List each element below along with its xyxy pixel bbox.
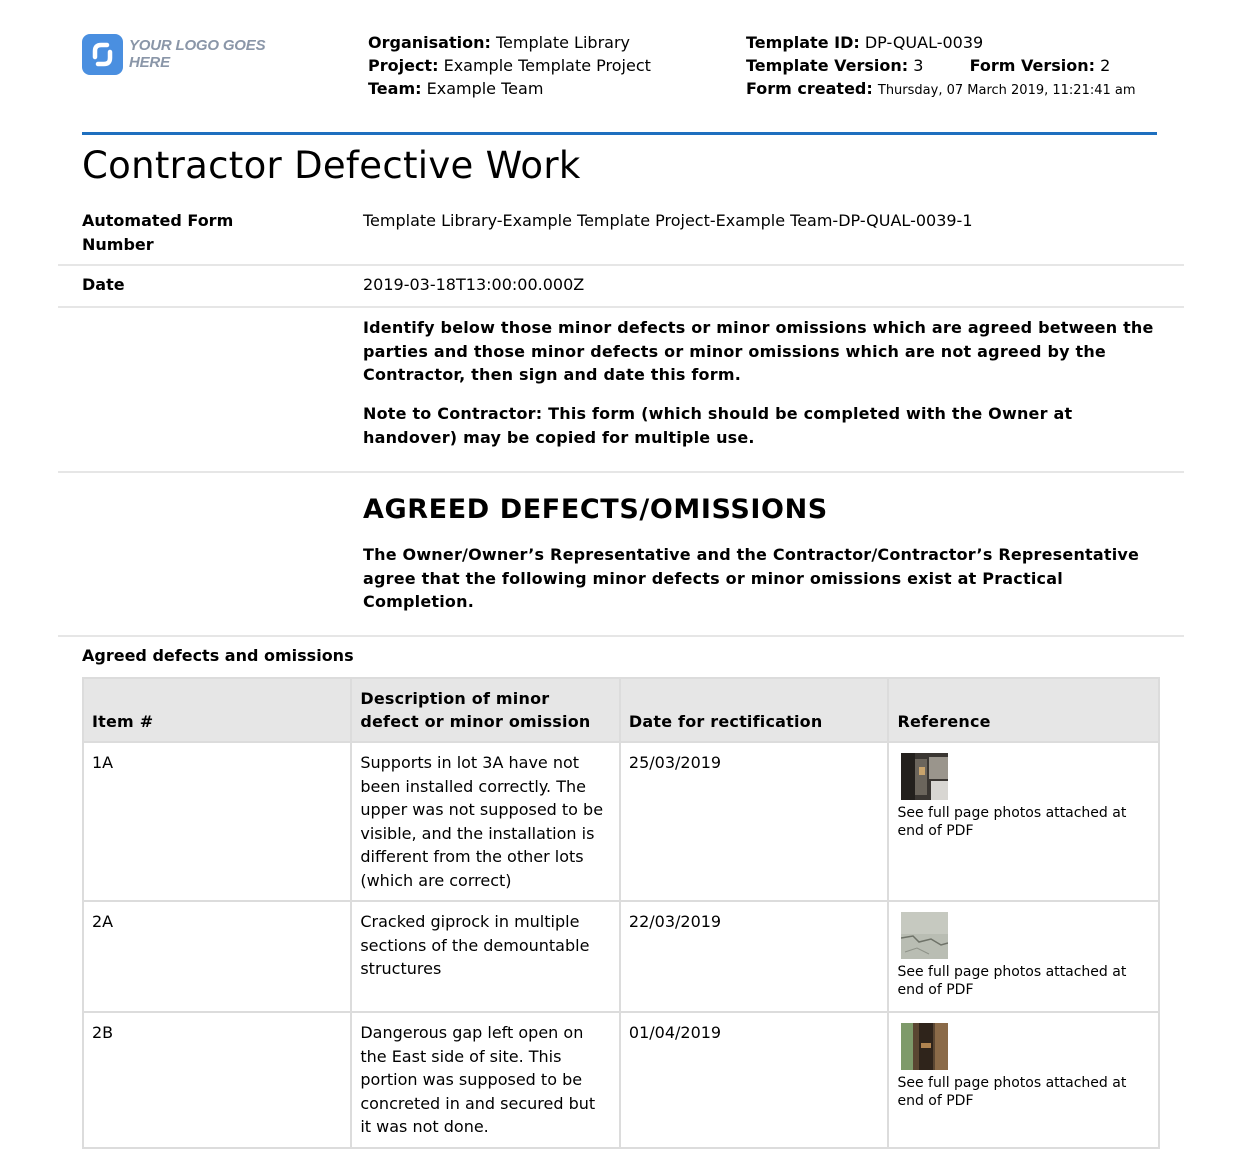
project-line — [368, 54, 728, 77]
section-heading: AGREED DEFECTS/OMISSIONS — [363, 494, 828, 525]
page-title: Contractor Defective Work — [82, 144, 581, 187]
defect-photo-thumbnail[interactable] — [901, 912, 948, 959]
header-organisation-block — [368, 31, 728, 100]
rectification-date-cell: 22/03/2019 — [620, 901, 889, 1012]
project-value: Example Template Project — [443, 56, 651, 75]
rectification-date-cell: 25/03/2019 — [620, 742, 889, 901]
organisation-line — [368, 31, 728, 54]
form-created-line — [746, 77, 1166, 102]
column-header-date: Date for rectification — [620, 678, 889, 742]
organisation-value: Template Library — [495, 33, 630, 52]
table-caption: Agreed defects and omissions — [82, 646, 354, 665]
reference-cell — [888, 1012, 1159, 1148]
reference-note: See full page photos attached at end of PDF — [897, 805, 1127, 839]
item-number-cell: 1A — [83, 742, 351, 901]
logo-text: YOUR LOGO GOES HERE — [129, 37, 266, 71]
team-label: Team: — [368, 79, 422, 98]
version-line — [746, 54, 1166, 77]
instruction-paragraph: Identify below those minor defects or minor omissions which are agreed between the parties and those minor defects or minor omissions which are not agreed by the Contractor, then sign and date this form. — [363, 318, 1154, 384]
organisation-label: Organisation: — [368, 33, 491, 52]
template-version-label: Template Version: — [746, 56, 909, 75]
form-created-value: Thursday, 07 March 2019, 11:21:41 am — [877, 83, 1136, 98]
reference-cell — [888, 901, 1159, 1012]
row-divider — [58, 471, 1184, 473]
column-header-reference: Reference — [888, 678, 1159, 742]
automated-form-number-value: Template Library-Example Template Project-Example Team-DP-QUAL-0039-1 — [363, 211, 973, 230]
item-number-cell: 2A — [83, 901, 351, 1012]
table-row — [83, 901, 1159, 1012]
form-version-label: Form Version: — [969, 56, 1096, 75]
header-divider — [82, 132, 1157, 135]
form-version-value: 2 — [1100, 56, 1111, 75]
column-header-item: Item # — [83, 678, 351, 742]
template-version-value: 3 — [913, 56, 924, 75]
form-created-label: Form created: — [746, 79, 873, 98]
team-value: Example Team — [426, 79, 544, 98]
defect-photo-thumbnail[interactable] — [901, 753, 948, 800]
project-label: Project: — [368, 56, 439, 75]
company-logo — [82, 33, 307, 75]
table-row — [83, 742, 1159, 901]
team-line — [368, 77, 728, 100]
reference-cell — [888, 742, 1159, 901]
reference-note: See full page photos attached at end of PDF — [897, 964, 1127, 998]
contractor-note: Note to Contractor: This form (which should be completed with the Owner at handover) may be copied for multiple use. — [363, 404, 1073, 447]
template-id-value: DP-QUAL-0039 — [864, 33, 984, 52]
rectification-date-cell: 01/04/2019 — [620, 1012, 889, 1148]
automated-form-number-label: Automated Form Number — [82, 211, 234, 254]
logo-link-icon — [82, 34, 123, 75]
row-divider — [58, 635, 1184, 637]
row-divider — [58, 306, 1184, 308]
description-cell: Supports in lot 3A have not been installed correctly. The upper was not supposed to be visible, and the installation is different from the other lots (which are correct) — [351, 742, 620, 901]
column-header-description: Description of minor defect or minor omission — [351, 678, 620, 742]
agreement-statement: The Owner/Owner’s Representative and the Contractor/Contractor’s Representative agree that the following minor defects or minor omissions exist at Practical Completion. — [363, 545, 1140, 611]
header-template-block — [746, 31, 1166, 102]
description-cell: Cracked giprock in multiple sections of the demountable structures — [351, 901, 620, 1012]
defect-photo-thumbnail[interactable] — [901, 1023, 948, 1070]
date-label: Date — [82, 275, 125, 294]
date-value: 2019-03-18T13:00:00.000Z — [363, 275, 585, 294]
defects-table — [82, 677, 1160, 1149]
description-cell: Dangerous gap left open on the East side of site. This portion was supposed to be concreted in and secured but it was not done. — [351, 1012, 620, 1148]
item-number-cell: 2B — [83, 1012, 351, 1148]
template-id-line — [746, 31, 1166, 54]
reference-note: See full page photos attached at end of PDF — [897, 1075, 1127, 1109]
table-row — [83, 1012, 1159, 1148]
table-header-row — [83, 678, 1159, 742]
row-divider — [58, 264, 1184, 266]
template-id-label: Template ID: — [746, 33, 860, 52]
